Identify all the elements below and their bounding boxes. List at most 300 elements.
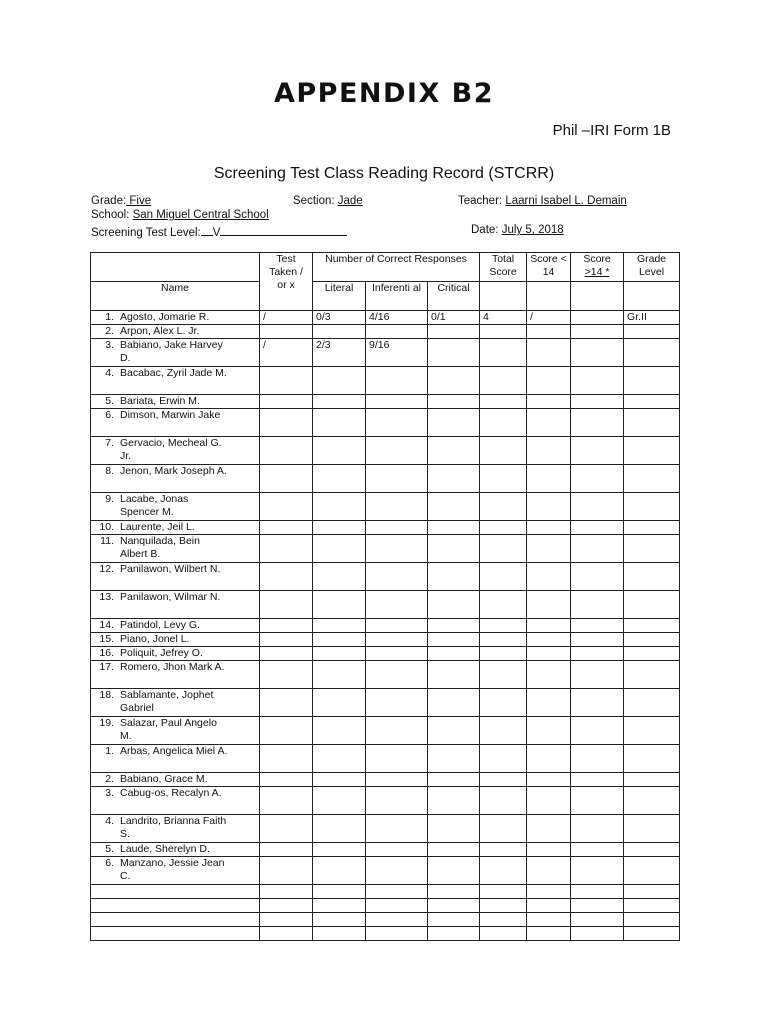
critical-cell <box>428 325 480 339</box>
student-name-cell <box>91 885 260 899</box>
taken-cell <box>260 535 313 563</box>
student-name-cell <box>91 661 260 689</box>
row-number: 2. <box>105 325 114 337</box>
row-number: 3. <box>105 787 114 799</box>
inferential-cell <box>366 409 428 437</box>
table-body <box>91 311 680 941</box>
grade-cell <box>624 367 680 395</box>
table-row <box>91 325 680 339</box>
inferential-cell <box>366 619 428 633</box>
table-row <box>91 717 680 745</box>
inferential-cell: 9/16 <box>366 339 428 367</box>
row-number: 15. <box>99 633 114 645</box>
student-name-cell <box>91 591 260 619</box>
grade-cell <box>624 465 680 493</box>
literal-cell <box>313 885 366 899</box>
lt14-cell <box>527 619 571 633</box>
table-row <box>91 927 680 941</box>
ge14-cell <box>571 899 624 913</box>
taken-cell <box>260 395 313 409</box>
student-name-cell <box>91 325 260 339</box>
inferential-cell <box>366 591 428 619</box>
lt14-cell <box>527 913 571 927</box>
row-number: 3. <box>105 339 114 351</box>
critical-cell <box>428 521 480 535</box>
taken-cell: / <box>260 311 313 325</box>
grade-cell <box>624 563 680 591</box>
taken-cell <box>260 633 313 647</box>
inferential-cell: 4/16 <box>366 311 428 325</box>
inferential-cell <box>366 395 428 409</box>
student-name-cell <box>91 857 260 885</box>
table-row <box>91 647 680 661</box>
ge14-cell <box>571 591 624 619</box>
grade-cell <box>624 787 680 815</box>
literal-cell <box>313 633 366 647</box>
total-cell <box>480 815 527 843</box>
student-name: Panilawon, Wilmar N. <box>120 591 221 603</box>
literal-cell <box>313 437 366 465</box>
lt14-cell <box>527 465 571 493</box>
lt14-cell <box>527 927 571 941</box>
student-name: Bacabac, Zyril Jade M. <box>120 367 227 379</box>
level-blank-right <box>220 224 347 236</box>
lt14-cell <box>527 535 571 563</box>
ge14-cell <box>571 843 624 857</box>
inferential-cell <box>366 647 428 661</box>
date-label: Date: <box>471 224 502 236</box>
inferential-cell <box>366 521 428 535</box>
ge14-cell <box>571 745 624 773</box>
score-ge-prefix: Score <box>583 253 611 265</box>
grade-cell <box>624 437 680 465</box>
total-cell <box>480 913 527 927</box>
inferential-cell <box>366 843 428 857</box>
lt14-cell <box>527 633 571 647</box>
ge14-cell <box>571 913 624 927</box>
grade-cell <box>624 339 680 367</box>
ge14-cell <box>571 717 624 745</box>
student-name-cell <box>91 927 260 941</box>
lt14-cell <box>527 661 571 689</box>
student-name: Landrito, Brianna Faith S. <box>120 815 227 840</box>
grade-cell <box>624 913 680 927</box>
taken-cell <box>260 563 313 591</box>
lt14-cell <box>527 773 571 787</box>
grade-cell <box>624 689 680 717</box>
literal-cell <box>313 493 366 521</box>
taken-cell <box>260 927 313 941</box>
inferential-cell <box>366 367 428 395</box>
taken-cell <box>260 913 313 927</box>
grade-field <box>91 195 151 207</box>
student-name-cell <box>91 437 260 465</box>
student-name: Lacabe, Jonas Spencer M. <box>120 493 189 518</box>
critical-cell <box>428 647 480 661</box>
grade-cell <box>624 325 680 339</box>
table-row <box>91 465 680 493</box>
total-cell <box>480 535 527 563</box>
student-name-cell <box>91 717 260 745</box>
total-cell <box>480 591 527 619</box>
table-row <box>91 367 680 395</box>
literal-cell <box>313 619 366 633</box>
section-label: Section: <box>293 195 338 207</box>
row-number: 5. <box>105 395 114 407</box>
total-cell <box>480 745 527 773</box>
header-test-taken: Test Taken / or x <box>260 253 313 311</box>
taken-cell <box>260 619 313 633</box>
critical-cell: 0/1 <box>428 311 480 325</box>
student-name-cell <box>91 647 260 661</box>
inferential-cell <box>366 773 428 787</box>
header-grade-level: Grade Level <box>624 253 680 282</box>
grade-cell <box>624 535 680 563</box>
ge14-cell <box>571 619 624 633</box>
row-number: 6. <box>105 857 114 869</box>
literal-cell <box>313 661 366 689</box>
student-name-cell <box>91 815 260 843</box>
inferential-cell <box>366 633 428 647</box>
inferential-cell <box>366 535 428 563</box>
table-row <box>91 633 680 647</box>
header-blank <box>91 253 260 282</box>
ge14-cell <box>571 339 624 367</box>
literal-cell <box>313 787 366 815</box>
critical-cell <box>428 815 480 843</box>
row-number: 11. <box>100 535 114 547</box>
document-title: Screening Test Class Reading Record (STCRR) <box>213 165 555 182</box>
student-name-cell <box>91 409 260 437</box>
ge14-cell <box>571 395 624 409</box>
grade-cell <box>624 815 680 843</box>
total-cell <box>480 367 527 395</box>
ge14-cell <box>571 815 624 843</box>
total-cell <box>480 409 527 437</box>
table-row <box>91 689 680 717</box>
screening-level-field <box>91 224 347 239</box>
grade-cell <box>624 395 680 409</box>
lt14-cell <box>527 787 571 815</box>
table-row <box>91 787 680 815</box>
header-total-score: Total Score <box>480 253 527 282</box>
grade-cell <box>624 633 680 647</box>
school-value: San Miguel Central School <box>132 209 269 221</box>
student-name-cell <box>91 745 260 773</box>
taken-cell <box>260 745 313 773</box>
student-name-cell <box>91 311 260 325</box>
student-name: Babiano, Jake Harvey D. <box>120 339 223 364</box>
student-name: Agosto, Jomarie R. <box>120 311 210 323</box>
ge14-cell <box>571 661 624 689</box>
critical-cell <box>428 367 480 395</box>
ge14-cell <box>571 325 624 339</box>
header-empty-ge14 <box>571 282 624 311</box>
critical-cell <box>428 745 480 773</box>
header-literal: Literal <box>313 282 366 311</box>
total-cell <box>480 689 527 717</box>
taken-cell <box>260 689 313 717</box>
literal-cell <box>313 367 366 395</box>
inferential-cell <box>366 563 428 591</box>
table-row <box>91 843 680 857</box>
inferential-cell <box>366 661 428 689</box>
date-field <box>471 224 564 236</box>
row-number: 4. <box>105 815 114 827</box>
taken-cell <box>260 367 313 395</box>
lt14-cell <box>527 521 571 535</box>
ge14-cell <box>571 885 624 899</box>
total-cell <box>480 633 527 647</box>
taken-cell <box>260 885 313 899</box>
header-name: Name <box>91 282 260 311</box>
lt14-cell <box>527 591 571 619</box>
row-number: 4. <box>105 367 114 379</box>
inferential-cell <box>366 815 428 843</box>
student-name-cell <box>91 689 260 717</box>
ge14-cell <box>571 787 624 815</box>
literal-cell <box>313 745 366 773</box>
row-number: 6. <box>105 409 114 421</box>
teacher-label: Teacher: <box>458 195 506 207</box>
student-name-cell <box>91 563 260 591</box>
taken-cell <box>260 899 313 913</box>
row-number: 5. <box>105 843 114 855</box>
lt14-cell <box>527 717 571 745</box>
ge14-cell <box>571 465 624 493</box>
total-cell <box>480 787 527 815</box>
grade-cell <box>624 409 680 437</box>
inferential-cell <box>366 437 428 465</box>
critical-cell <box>428 633 480 647</box>
literal-cell <box>313 647 366 661</box>
student-name-cell <box>91 633 260 647</box>
critical-cell <box>428 619 480 633</box>
literal-cell <box>313 899 366 913</box>
row-number: 8. <box>105 465 114 477</box>
critical-cell <box>428 857 480 885</box>
student-name: Dimson, Marwin Jake <box>120 409 221 421</box>
row-number: 9. <box>105 493 114 505</box>
literal-cell <box>313 563 366 591</box>
grade-cell <box>624 619 680 633</box>
taken-cell <box>260 647 313 661</box>
header-critical: Critical <box>428 282 480 311</box>
header-row-top <box>91 253 680 282</box>
literal-cell <box>313 591 366 619</box>
table-row <box>91 857 680 885</box>
critical-cell <box>428 773 480 787</box>
taken-cell <box>260 843 313 857</box>
total-cell <box>480 661 527 689</box>
header-correct-responses: Number of Correct Responses <box>313 253 480 282</box>
literal-cell <box>313 927 366 941</box>
total-cell <box>480 647 527 661</box>
appendix-heading: APPENDIX B2 <box>273 78 495 109</box>
critical-cell <box>428 661 480 689</box>
student-name-cell <box>91 465 260 493</box>
row-number: 1. <box>105 311 114 323</box>
student-name: Arpon, Alex L. Jr. <box>120 325 200 337</box>
table-row <box>91 311 680 325</box>
total-cell <box>480 717 527 745</box>
inferential-cell <box>366 493 428 521</box>
table-row <box>91 339 680 367</box>
lt14-cell <box>527 437 571 465</box>
total-cell <box>480 339 527 367</box>
table-row <box>91 745 680 773</box>
total-cell <box>480 619 527 633</box>
taken-cell: / <box>260 339 313 367</box>
student-name-cell <box>91 773 260 787</box>
total-cell: 4 <box>480 311 527 325</box>
row-number: 10. <box>99 521 114 533</box>
taken-cell <box>260 773 313 787</box>
ge14-cell <box>571 409 624 437</box>
inferential-cell <box>366 689 428 717</box>
critical-cell <box>428 535 480 563</box>
total-cell <box>480 927 527 941</box>
lt14-cell <box>527 367 571 395</box>
inferential-cell <box>366 899 428 913</box>
literal-cell <box>313 815 366 843</box>
row-number: 12. <box>99 563 114 575</box>
literal-cell <box>313 521 366 535</box>
taken-cell <box>260 437 313 465</box>
grade-cell <box>624 773 680 787</box>
student-name-cell <box>91 395 260 409</box>
grade-cell <box>624 493 680 521</box>
taken-cell <box>260 857 313 885</box>
table-row <box>91 661 680 689</box>
student-name: Gervacio, Mecheal G. Jr. <box>120 437 222 462</box>
row-number: 16. <box>99 647 114 659</box>
ge14-cell <box>571 311 624 325</box>
date-value: July 5, 2018 <box>501 224 564 236</box>
grade-cell <box>624 843 680 857</box>
grade-cell <box>624 647 680 661</box>
ge14-cell <box>571 535 624 563</box>
ge14-cell <box>571 689 624 717</box>
row-number: 14. <box>99 619 114 631</box>
lt14-cell <box>527 899 571 913</box>
total-cell <box>480 773 527 787</box>
student-name: Manzano, Jessie Jean C. <box>120 857 225 882</box>
ge14-cell <box>571 437 624 465</box>
table-row <box>91 395 680 409</box>
student-name: Nanquilada, Bein Albert B. <box>120 535 200 560</box>
header-score-ge14 <box>571 253 624 282</box>
ge14-cell <box>571 647 624 661</box>
school-field <box>91 209 269 221</box>
inferential-cell <box>366 913 428 927</box>
reading-record-table <box>90 252 680 941</box>
screening-level-value: V <box>212 227 221 239</box>
literal-cell <box>313 465 366 493</box>
student-name: Patindol, Levy G. <box>120 619 200 631</box>
student-name-cell <box>91 339 260 367</box>
total-cell <box>480 857 527 885</box>
grade-cell: Gr.II <box>624 311 680 325</box>
lt14-cell <box>527 815 571 843</box>
score-ge-symbol: > <box>584 266 591 278</box>
student-name: Laurente, Jeil L. <box>120 521 195 533</box>
table-row <box>91 409 680 437</box>
literal-cell: 2/3 <box>313 339 366 367</box>
row-number: 17. <box>99 661 114 673</box>
critical-cell <box>428 913 480 927</box>
lt14-cell <box>527 409 571 437</box>
level-blank-left <box>201 224 213 236</box>
lt14-cell <box>527 395 571 409</box>
table-row <box>91 899 680 913</box>
lt14-cell <box>527 325 571 339</box>
total-cell <box>480 563 527 591</box>
literal-cell <box>313 857 366 885</box>
table-row <box>91 591 680 619</box>
student-name-cell <box>91 535 260 563</box>
grade-label: Grade: <box>91 195 127 207</box>
student-name-cell <box>91 493 260 521</box>
taken-cell <box>260 409 313 437</box>
inferential-cell <box>366 857 428 885</box>
student-name: Arbas, Angelica Miel A. <box>120 745 228 757</box>
student-name: Poliquit, Jefrey O. <box>120 647 203 659</box>
school-label: School: <box>91 209 133 221</box>
literal-cell <box>313 773 366 787</box>
literal-cell <box>313 913 366 927</box>
total-cell <box>480 899 527 913</box>
taken-cell <box>260 521 313 535</box>
grade-cell <box>624 521 680 535</box>
literal-cell <box>313 325 366 339</box>
ge14-cell <box>571 521 624 535</box>
ge14-cell <box>571 927 624 941</box>
critical-cell <box>428 843 480 857</box>
critical-cell <box>428 465 480 493</box>
lt14-cell <box>527 857 571 885</box>
form-id: Phil –IRI Form 1B <box>552 122 671 139</box>
student-name: Salazar, Paul Angelo M. <box>120 717 217 742</box>
total-cell <box>480 885 527 899</box>
student-name: Panilawon, Wilbert N. <box>120 563 221 575</box>
literal-cell <box>313 409 366 437</box>
critical-cell <box>428 787 480 815</box>
inferential-cell <box>366 717 428 745</box>
lt14-cell <box>527 745 571 773</box>
grade-cell <box>624 899 680 913</box>
student-name: Bariata, Erwin M. <box>120 395 200 407</box>
critical-cell <box>428 885 480 899</box>
total-cell <box>480 395 527 409</box>
critical-cell <box>428 689 480 717</box>
table-row <box>91 885 680 899</box>
student-name-cell <box>91 787 260 815</box>
section-value: Jade <box>337 195 363 207</box>
critical-cell <box>428 437 480 465</box>
total-cell <box>480 437 527 465</box>
lt14-cell <box>527 647 571 661</box>
student-name-cell <box>91 843 260 857</box>
table-row <box>91 535 680 563</box>
grade-cell <box>624 717 680 745</box>
taken-cell <box>260 493 313 521</box>
header-inferential: Inferenti al <box>366 282 428 311</box>
student-name-cell <box>91 913 260 927</box>
ge14-cell <box>571 367 624 395</box>
literal-cell <box>313 689 366 717</box>
taken-cell <box>260 787 313 815</box>
